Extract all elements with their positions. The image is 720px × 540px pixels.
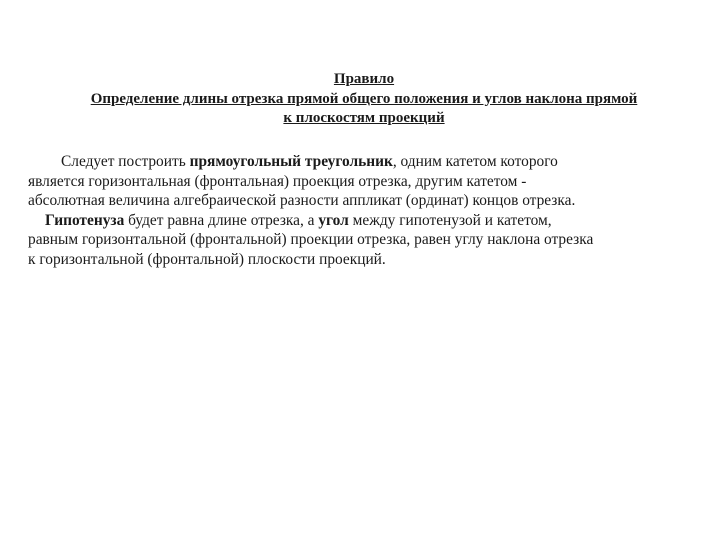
rule-title: Правило <box>333 71 395 87</box>
rule-body <box>28 152 700 270</box>
paragraph-2-mid: будет равна длине отрезка, а <box>124 211 319 229</box>
paragraph-1-line-1 <box>28 152 700 172</box>
paragraph-2-line-1 <box>28 211 700 231</box>
paragraph-1-line-3: абсолютная величина алгебраической разности аппликат (ординат) концов отрезка. <box>28 192 576 210</box>
term-right-triangle: прямоугольный треугольник <box>189 153 393 170</box>
paragraph-2-line-3: к горизонтальной (фронтальной) плоскости проекций. <box>28 250 386 268</box>
paragraph-1-line-2: является горизонтальная (фронтальная) проекция отрезка, другим катетом - <box>28 172 527 190</box>
term-hypotenuse: Гипотенуза <box>45 211 125 229</box>
term-angle: угол <box>318 211 349 229</box>
paragraph-2-line-2: равным горизонтальной (фронтальной) проекции отрезка, равен углу наклона отрезка <box>28 231 594 249</box>
paragraph-2-tail: между гипотенузой и катетом, <box>348 211 552 229</box>
rule-subtitle-line-2: к плоскостям проекций <box>283 110 445 126</box>
paragraph-1-tail: , одним катетом которого <box>392 153 558 170</box>
rule-subtitle-line-1: Определение длины отрезка прямой общего положения и углов наклона прямой <box>90 90 638 107</box>
paragraph-1-lead: Следует построить <box>61 153 190 170</box>
rule-heading <box>28 70 700 129</box>
